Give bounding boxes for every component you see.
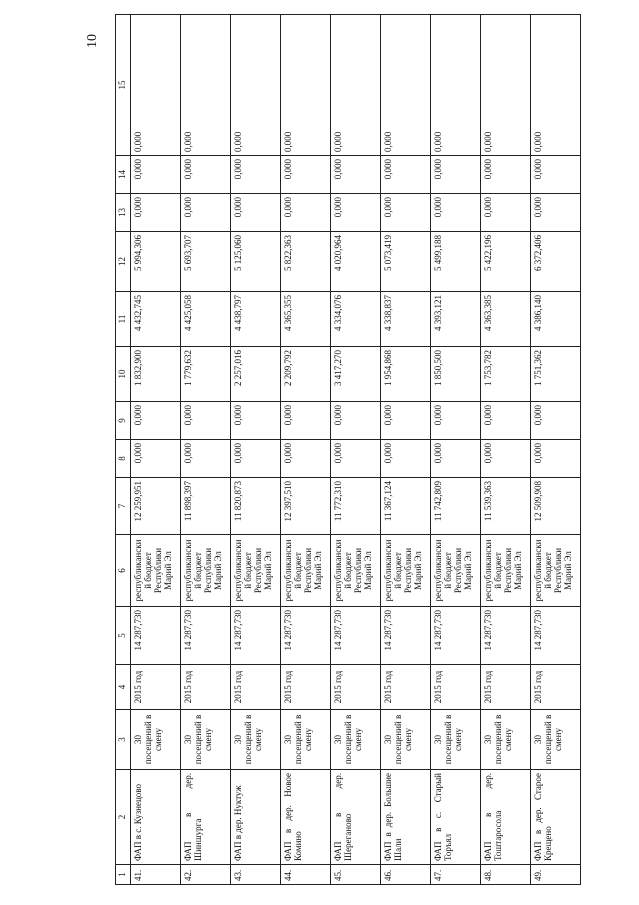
funding-source-cell: республиканский бюджет Республики Марий Эл [381, 535, 431, 607]
capacity-cell: 30 посещений в смену [531, 710, 581, 770]
value-cell-10: 1 753,782 [481, 347, 531, 402]
value-cell-10: 1 832,900 [131, 347, 181, 402]
value-cell-15: 0,000 [431, 15, 481, 156]
value-cell-9: 0,000 [281, 402, 331, 440]
value-cell-11: 4 338,837 [381, 292, 431, 347]
value-cell-11: 4 425,058 [181, 292, 231, 347]
capacity-cell: 30 посещений в смену [431, 710, 481, 770]
table-body [131, 15, 581, 885]
estimated-cost-cell: 14 287,730 [281, 607, 331, 665]
table-row [131, 15, 181, 885]
value-cell-14: 0,000 [481, 156, 531, 194]
column-header: 14 [116, 156, 131, 194]
facility-name: ФАП в с. Кузнецово [131, 770, 181, 865]
facility-name: ФАП в с. Старый Торъял [431, 770, 481, 865]
value-cell-14: 0,000 [181, 156, 231, 194]
value-cell-11: 4 386,140 [531, 292, 581, 347]
value-cell-8: 0,000 [131, 440, 181, 478]
value-cell-14: 0,000 [381, 156, 431, 194]
page-number: 10 [85, 34, 100, 48]
estimated-cost-cell: 14 287,730 [331, 607, 381, 665]
value-cell-11: 4 432,745 [131, 292, 181, 347]
year-cell: 2015 год [231, 665, 281, 710]
funding-source-cell: республиканский бюджет Республики Марий Эл [481, 535, 531, 607]
value-cell-14: 0,000 [531, 156, 581, 194]
row-number: 45. [331, 865, 381, 885]
value-cell-9: 0,000 [481, 402, 531, 440]
value-cell-11: 4 365,355 [281, 292, 331, 347]
column-number-row [116, 15, 131, 885]
rotated-table-container [115, 15, 635, 885]
value-cell-13: 0,000 [281, 194, 331, 232]
table-row [231, 15, 281, 885]
funding-source-cell: республиканский бюджет Республики Марий Эл [531, 535, 581, 607]
value-cell-13: 0,000 [181, 194, 231, 232]
funding-source-cell: республиканский бюджет Республики Марий Эл [181, 535, 231, 607]
value-cell-12: 5 125,060 [231, 232, 281, 292]
value-cell-11: 4 393,121 [431, 292, 481, 347]
column-header: 3 [116, 710, 131, 770]
funding-source-cell: республиканский бюджет Республики Марий Эл [331, 535, 381, 607]
value-cell-10: 1 954,868 [381, 347, 431, 402]
capacity-cell: 30 посещений в смену [331, 710, 381, 770]
value-cell-13: 0,000 [231, 194, 281, 232]
value-cell-10: 1 779,632 [181, 347, 231, 402]
value-cell-10: 3 417,270 [331, 347, 381, 402]
value-cell-12: 5 073,419 [381, 232, 431, 292]
value-cell-13: 0,000 [381, 194, 431, 232]
estimated-cost-cell: 14 287,730 [231, 607, 281, 665]
column-header: 7 [116, 478, 131, 535]
facility-name: ФАП в дер. Большие Шали [381, 770, 431, 865]
value-cell-15: 0,000 [181, 15, 231, 156]
value-cell-7: 11 742,809 [431, 478, 481, 535]
row-number: 46. [381, 865, 431, 885]
value-cell-14: 0,000 [331, 156, 381, 194]
value-cell-8: 0,000 [531, 440, 581, 478]
value-cell-8: 0,000 [331, 440, 381, 478]
table-row [481, 15, 531, 885]
table-row [531, 15, 581, 885]
capacity-cell: 30 посещений в смену [231, 710, 281, 770]
value-cell-9: 0,000 [531, 402, 581, 440]
facility-name: ФАП в дер. Нуктуж [231, 770, 281, 865]
estimated-cost-cell: 14 287,730 [131, 607, 181, 665]
value-cell-12: 5 822,363 [281, 232, 331, 292]
value-cell-8: 0,000 [431, 440, 481, 478]
capacity-cell: 30 посещений в смену [481, 710, 531, 770]
value-cell-9: 0,000 [131, 402, 181, 440]
value-cell-7: 11 367,124 [381, 478, 431, 535]
row-number: 41. [131, 865, 181, 885]
value-cell-14: 0,000 [281, 156, 331, 194]
value-cell-13: 0,000 [531, 194, 581, 232]
capacity-cell: 30 посещений в смену [181, 710, 231, 770]
value-cell-15: 0,000 [281, 15, 331, 156]
value-cell-12: 4 020,964 [331, 232, 381, 292]
capacity-cell: 30 посещений в смену [381, 710, 431, 770]
value-cell-10: 2 209,792 [281, 347, 331, 402]
table-row [331, 15, 381, 885]
facility-name: ФАП в дер. Новое Комино [281, 770, 331, 865]
value-cell-9: 0,000 [331, 402, 381, 440]
row-number: 49. [531, 865, 581, 885]
capacity-cell: 30 посещений в смену [131, 710, 181, 770]
value-cell-9: 0,000 [431, 402, 481, 440]
value-cell-7: 11 898,397 [181, 478, 231, 535]
value-cell-7: 12 509,908 [531, 478, 581, 535]
value-cell-12: 5 994,306 [131, 232, 181, 292]
facility-name: ФАП в дер. Старое Крещено [531, 770, 581, 865]
year-cell: 2015 год [131, 665, 181, 710]
year-cell: 2015 год [181, 665, 231, 710]
value-cell-8: 0,000 [381, 440, 431, 478]
estimated-cost-cell: 14 287,730 [481, 607, 531, 665]
column-header: 13 [116, 194, 131, 232]
estimated-cost-cell: 14 287,730 [381, 607, 431, 665]
facility-name: ФАП в дер. Тоштаросола [481, 770, 531, 865]
value-cell-14: 0,000 [131, 156, 181, 194]
value-cell-7: 12 259,951 [131, 478, 181, 535]
column-header: 5 [116, 607, 131, 665]
value-cell-8: 0,000 [181, 440, 231, 478]
column-header: 4 [116, 665, 131, 710]
row-number: 43. [231, 865, 281, 885]
value-cell-13: 0,000 [431, 194, 481, 232]
row-number: 44. [281, 865, 331, 885]
value-cell-15: 0,000 [481, 15, 531, 156]
value-cell-15: 0,000 [231, 15, 281, 156]
value-cell-8: 0,000 [231, 440, 281, 478]
year-cell: 2015 год [531, 665, 581, 710]
estimated-cost-cell: 14 287,730 [531, 607, 581, 665]
value-cell-12: 5 422,196 [481, 232, 531, 292]
value-cell-9: 0,000 [381, 402, 431, 440]
value-cell-12: 5 499,188 [431, 232, 481, 292]
value-cell-12: 6 372,406 [531, 232, 581, 292]
estimated-cost-cell: 14 287,730 [181, 607, 231, 665]
column-header: 12 [116, 232, 131, 292]
value-cell-10: 2 257,016 [231, 347, 281, 402]
value-cell-15: 0,000 [531, 15, 581, 156]
value-cell-15: 0,000 [381, 15, 431, 156]
column-header: 15 [116, 15, 131, 156]
value-cell-7: 11 820,873 [231, 478, 281, 535]
value-cell-10: 1 850,500 [431, 347, 481, 402]
value-cell-15: 0,000 [331, 15, 381, 156]
value-cell-13: 0,000 [481, 194, 531, 232]
column-header: 1 [116, 865, 131, 885]
estimated-cost-cell: 14 287,730 [431, 607, 481, 665]
value-cell-10: 1 751,362 [531, 347, 581, 402]
value-cell-14: 0,000 [431, 156, 481, 194]
value-cell-11: 4 438,797 [231, 292, 281, 347]
year-cell: 2015 год [431, 665, 481, 710]
table-row [381, 15, 431, 885]
funding-source-cell: республиканский бюджет Республики Марий Эл [281, 535, 331, 607]
table-row [281, 15, 331, 885]
year-cell: 2015 год [331, 665, 381, 710]
value-cell-13: 0,000 [331, 194, 381, 232]
row-number: 42. [181, 865, 231, 885]
value-cell-14: 0,000 [231, 156, 281, 194]
year-cell: 2015 год [381, 665, 431, 710]
column-header: 9 [116, 402, 131, 440]
capacity-cell: 30 посещений в смену [281, 710, 331, 770]
value-cell-7: 11 539,363 [481, 478, 531, 535]
value-cell-11: 4 363,385 [481, 292, 531, 347]
facility-name: ФАП в дер. Шереганово [331, 770, 381, 865]
funding-source-cell: республиканский бюджет Республики Марий Эл [231, 535, 281, 607]
value-cell-8: 0,000 [481, 440, 531, 478]
funding-table [115, 14, 581, 885]
value-cell-9: 0,000 [181, 402, 231, 440]
year-cell: 2015 год [481, 665, 531, 710]
column-header: 8 [116, 440, 131, 478]
value-cell-12: 5 693,707 [181, 232, 231, 292]
column-header: 2 [116, 770, 131, 865]
value-cell-15: 0,000 [131, 15, 181, 156]
table-row [181, 15, 231, 885]
value-cell-7: 12 397,510 [281, 478, 331, 535]
value-cell-13: 0,000 [131, 194, 181, 232]
value-cell-7: 11 772,310 [331, 478, 381, 535]
row-number: 48. [481, 865, 531, 885]
value-cell-8: 0,000 [281, 440, 331, 478]
funding-source-cell: республиканский бюджет Республики Марий Эл [431, 535, 481, 607]
value-cell-11: 4 334,076 [331, 292, 381, 347]
table-row [431, 15, 481, 885]
value-cell-9: 0,000 [231, 402, 281, 440]
row-number: 47. [431, 865, 481, 885]
year-cell: 2015 год [281, 665, 331, 710]
facility-name: ФАП в дер. Шиншургa [181, 770, 231, 865]
funding-source-cell: республиканский бюджет Республики Марий Эл [131, 535, 181, 607]
column-header: 6 [116, 535, 131, 607]
column-header: 10 [116, 347, 131, 402]
column-header: 11 [116, 292, 131, 347]
